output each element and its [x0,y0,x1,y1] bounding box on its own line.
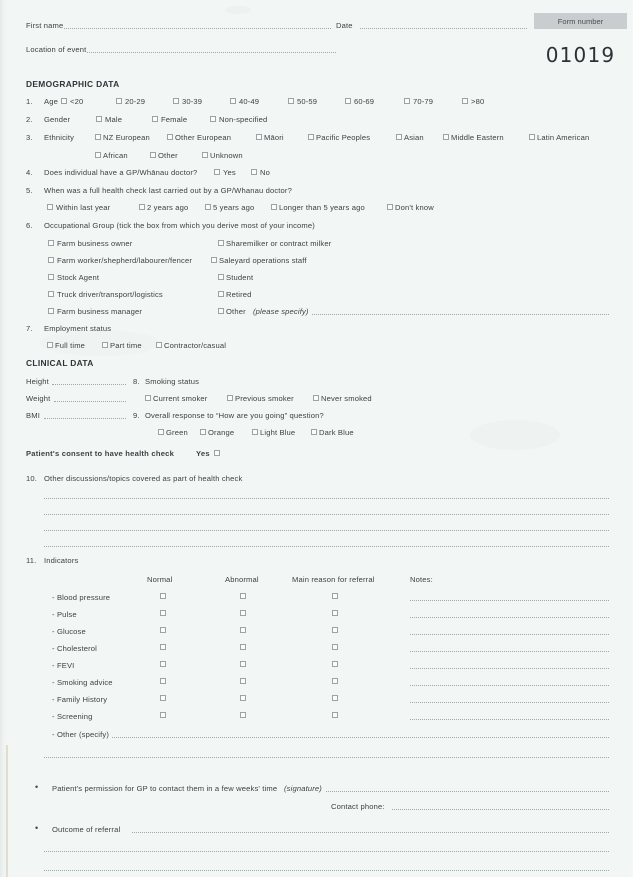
q11-row-1-referral-checkbox[interactable] [332,610,338,616]
q4-label: Does individual have a GP/Whānau doctor? [44,168,198,177]
q1-option-3: 40-49 [239,97,260,106]
section-clinical-data: CLINICAL DATA [26,358,94,368]
q10-line-3[interactable] [44,524,609,531]
q11-row-3-abnormal-checkbox[interactable] [240,644,246,650]
q9-option-3: Dark Blue [319,428,354,437]
q8-option-0: Current smoker [153,394,208,403]
q6-right-option-1: Saleyard operations staff [219,256,307,265]
q11-row-5-notes-line[interactable] [410,679,609,686]
q8-option-2: Never smoked [321,394,372,403]
q6-right-option-2: Student [226,273,254,282]
q11-row-6-abnormal-checkbox[interactable] [240,695,246,701]
footer-bullet-2-marker: • [35,823,39,833]
q11-row-1-normal-checkbox[interactable] [160,610,166,616]
q1-option-2: 30-39 [182,97,203,106]
outcome-of-referral-line-3[interactable] [44,864,609,871]
q6-other-specify-hint: (please specify) [253,307,309,316]
q6-number: 6. [26,221,33,230]
q3-option-1: Other European [175,133,232,142]
q3-checkbox-6[interactable] [529,134,535,140]
q11-other-line-1[interactable] [112,731,609,738]
q11-row-7-notes-line[interactable] [410,713,609,720]
q2-label: Gender [44,115,71,124]
q4-checkbox-0[interactable] [214,169,220,175]
q3-label: Ethnicity [44,133,75,142]
q9-checkbox-1[interactable] [200,429,206,435]
q6-right-checkbox-1[interactable] [211,257,217,263]
q1-checkbox-0[interactable] [61,98,67,104]
q1-checkbox-1[interactable] [116,98,122,104]
q5-option-0: Within last year [56,203,111,212]
q8-checkbox-2[interactable] [313,395,319,401]
q10-number: 10. [26,474,38,483]
q8-checkbox-1[interactable] [227,395,233,401]
q11-row-label-2: - Glucose [52,627,86,636]
q6-left-option-0: Farm business owner [57,239,133,248]
q11-row-7-referral-checkbox[interactable] [332,712,338,718]
height-input-line[interactable] [52,378,126,385]
q11-row-6-normal-checkbox[interactable] [160,695,166,701]
q9-checkbox-0[interactable] [158,429,164,435]
q4-checkbox-1[interactable] [251,169,257,175]
footer-bullet-1-signature-hint: (signature) [284,784,322,793]
q5-checkbox-2[interactable] [205,204,211,210]
q11-label: Indicators [44,556,79,565]
q6-left-option-1: Farm worker/shepherd/labourer/fencer [57,256,193,265]
consent-yes-checkbox[interactable] [214,450,220,456]
q11-other-row-label: - Other (specify) [52,730,110,739]
q11-row-5-normal-checkbox[interactable] [160,678,166,684]
q11-row-3-referral-checkbox[interactable] [332,644,338,650]
q11-row-label-1: - Pulse [52,610,77,619]
q3-checkbox-2[interactable] [256,134,262,140]
q7-checkbox-2[interactable] [156,342,162,348]
q2-number: 2. [26,115,33,124]
q5-checkbox-1[interactable] [139,204,145,210]
q3-checkbox-3[interactable] [308,134,314,140]
consent-yes-label: Yes [196,449,210,458]
q11-column-main-reason: Main reason for referral [292,575,375,584]
date-label: Date [336,21,353,30]
q11-row-1-notes-line[interactable] [410,611,609,618]
q6-right-option-0: Sharemilker or contract milker [226,239,332,248]
q3-checkbox-7[interactable] [95,152,101,158]
q6-right-option-4: Other [226,307,246,316]
q3-option-0: NZ European [103,133,150,142]
q11-column-notes: Notes: [410,575,433,584]
q6-right-option-3: Retired [226,290,252,299]
q6-left-option-3: Truck driver/transport/logistics [57,290,163,299]
q3-checkbox-8[interactable] [150,152,156,158]
q5-option-3: Longer than 5 years ago [279,203,365,212]
q5-number: 5. [26,186,33,195]
q5-checkbox-3[interactable] [271,204,277,210]
bmi-input-line[interactable] [44,412,126,419]
q3-option-8: Other [158,151,178,160]
q11-row-4-notes-line[interactable] [410,662,609,669]
q11-row-label-5: - Smoking advice [52,678,113,687]
section-demographic-data: DEMOGRAPHIC DATA [26,79,120,89]
q1-checkbox-7[interactable] [462,98,468,104]
outcome-of-referral-line-1[interactable] [132,826,609,833]
q1-checkbox-3[interactable] [230,98,236,104]
q11-row-label-0: - Blood pressure [52,593,111,602]
q2-checkbox-2[interactable] [210,116,216,122]
contact-phone-label: Contact phone: [331,802,385,811]
q1-option-7: >80 [471,97,485,106]
q3-option-4: Asian [404,133,424,142]
q10-line-2[interactable] [44,508,609,515]
q3-option-5: Middle Eastern [451,133,504,142]
q11-number: 11. [26,556,37,565]
q5-checkbox-0[interactable] [47,204,53,210]
q2-option-1: Female [161,115,188,124]
q6-left-option-4: Farm business manager [57,307,143,316]
q6-right-checkbox-2[interactable] [218,274,224,280]
q11-row-3-notes-line[interactable] [410,645,609,652]
signature-line[interactable] [326,785,609,792]
q3-checkbox-4[interactable] [396,134,402,140]
q11-row-5-abnormal-checkbox[interactable] [240,678,246,684]
q3-checkbox-1[interactable] [167,134,173,140]
location-of-event-label: Location of event [26,45,87,54]
scan-artifact [225,6,251,14]
q10-line-4[interactable] [44,540,609,547]
q6-right-checkbox-0[interactable] [218,240,224,246]
q9-checkbox-3[interactable] [311,429,317,435]
q6-left-checkbox-3[interactable] [48,291,54,297]
q11-row-3-normal-checkbox[interactable] [160,644,166,650]
q1-option-0: <20 [70,97,84,106]
contact-phone-line[interactable] [392,803,609,810]
q11-row-label-7: - Screening [52,712,93,721]
height-label: Height [26,377,49,386]
q6-left-checkbox-1[interactable] [48,257,54,263]
q3-option-6: Latin American [537,133,590,142]
weight-input-line[interactable] [54,395,126,402]
q1-checkbox-2[interactable] [173,98,179,104]
q1-option-6: 70-79 [413,97,434,106]
q11-row-2-notes-line[interactable] [410,628,609,635]
first-name-label: First name [26,21,64,30]
q9-number: 9. [133,411,140,420]
q3-option-2: Māori [264,133,284,142]
q3-option-3: Pacific Peoples [316,133,371,142]
q9-label: Overall response to “How are you going” question? [145,411,324,420]
q5-option-2: 5 years ago [213,203,255,212]
first-name-input-line[interactable] [64,22,331,29]
q5-option-4: Don't know [395,203,434,212]
q11-row-2-abnormal-checkbox[interactable] [240,627,246,633]
q2-checkbox-0[interactable] [96,116,102,122]
q11-row-6-notes-line[interactable] [410,696,609,703]
q3-option-7: African [103,151,128,160]
consent-label: Patient's consent to have health check [26,449,175,458]
form-number-box [534,13,627,29]
q11-row-label-3: - Cholesterol [52,644,98,653]
q6-right-checkbox-4[interactable] [218,308,224,314]
q5-label: When was a full health check last carried out by a GP/Whanau doctor? [44,186,292,195]
q8-checkbox-0[interactable] [145,395,151,401]
weight-label: Weight [26,394,51,403]
q1-checkbox-4[interactable] [288,98,294,104]
q8-option-1: Previous smoker [235,394,294,403]
footer-bullet-2-label: Outcome of referral [52,825,121,834]
q7-option-2: Contractor/casual [164,341,227,350]
q7-checkbox-1[interactable] [102,342,108,348]
q11-row-4-normal-checkbox[interactable] [160,661,166,667]
q11-column-abnormal: Abnormal [225,575,259,584]
q9-option-1: Orange [208,428,235,437]
q4-option-1: No [260,168,271,177]
q3-option-9: Unknown [210,151,243,160]
q11-row-1-abnormal-checkbox[interactable] [240,610,246,616]
form-number-value: 01019 [545,43,616,67]
q3-checkbox-9[interactable] [202,152,208,158]
q11-column-normal: Normal [147,575,173,584]
q1-label: Age [44,97,58,106]
q6-right-checkbox-3[interactable] [218,291,224,297]
q9-option-2: Light Blue [260,428,296,437]
footer-bullet-1-label: Patient's permission for GP to contact them in a few weeks' time [52,784,278,793]
scan-artifact [470,420,560,450]
q1-checkbox-6[interactable] [404,98,410,104]
footer-bullet-1-marker: • [35,782,39,792]
q11-row-4-abnormal-checkbox[interactable] [240,661,246,667]
q11-row-7-abnormal-checkbox[interactable] [240,712,246,718]
q3-number: 3. [26,133,33,142]
q6-left-checkbox-2[interactable] [48,274,54,280]
q2-option-0: Male [105,115,123,124]
q4-option-0: Yes [223,168,236,177]
q8-number: 8. [133,377,140,386]
q6-other-specify-line[interactable] [312,308,609,315]
form-number-label: Form number [557,17,604,26]
q3-checkbox-0[interactable] [95,134,101,140]
q1-number: 1. [26,97,33,106]
q11-row-5-referral-checkbox[interactable] [332,678,338,684]
q2-checkbox-1[interactable] [152,116,158,122]
q6-left-checkbox-0[interactable] [48,240,54,246]
q6-label: Occupational Group (tick the box from which you derive most of your income) [44,221,315,230]
q7-number: 7. [26,324,33,333]
q11-row-0-normal-checkbox[interactable] [160,593,166,599]
q7-option-1: Part time [110,341,142,350]
q11-other-line-2[interactable] [44,751,609,758]
q11-row-0-notes-line[interactable] [410,594,609,601]
date-input-line[interactable] [360,22,527,29]
q5-option-1: 2 years ago [147,203,189,212]
q5-checkbox-4[interactable] [387,204,393,210]
q4-number: 4. [26,168,33,177]
q11-row-0-abnormal-checkbox[interactable] [240,593,246,599]
q2-option-2: Non-specified [219,115,268,124]
q11-row-label-6: - Family History [52,695,108,704]
q1-option-1: 20-29 [125,97,146,106]
location-input-line[interactable] [87,46,336,53]
q7-option-0: Full time [55,341,86,350]
q8-label: Smoking status [145,377,200,386]
q7-label: Employment status [44,324,112,333]
q10-line-1[interactable] [44,492,609,499]
q11-row-6-referral-checkbox[interactable] [332,695,338,701]
q6-left-checkbox-4[interactable] [48,308,54,314]
bmi-label: BMI [26,411,40,420]
q11-row-label-4: - FEVI [52,661,75,670]
q10-label: Other discussions/topics covered as part of health check [44,474,243,483]
outcome-of-referral-line-2[interactable] [44,845,609,852]
q11-row-0-referral-checkbox[interactable] [332,593,338,599]
q3-checkbox-5[interactable] [443,134,449,140]
q1-option-4: 50-59 [297,97,318,106]
q11-row-7-normal-checkbox[interactable] [160,712,166,718]
q9-option-0: Green [166,428,188,437]
q9-checkbox-2[interactable] [252,429,258,435]
q11-row-2-normal-checkbox[interactable] [160,627,166,633]
q7-checkbox-0[interactable] [47,342,53,348]
q1-option-5: 60-69 [354,97,375,106]
q6-left-option-2: Stock Agent [57,273,100,282]
q1-checkbox-5[interactable] [345,98,351,104]
q11-row-4-referral-checkbox[interactable] [332,661,338,667]
q11-row-2-referral-checkbox[interactable] [332,627,338,633]
